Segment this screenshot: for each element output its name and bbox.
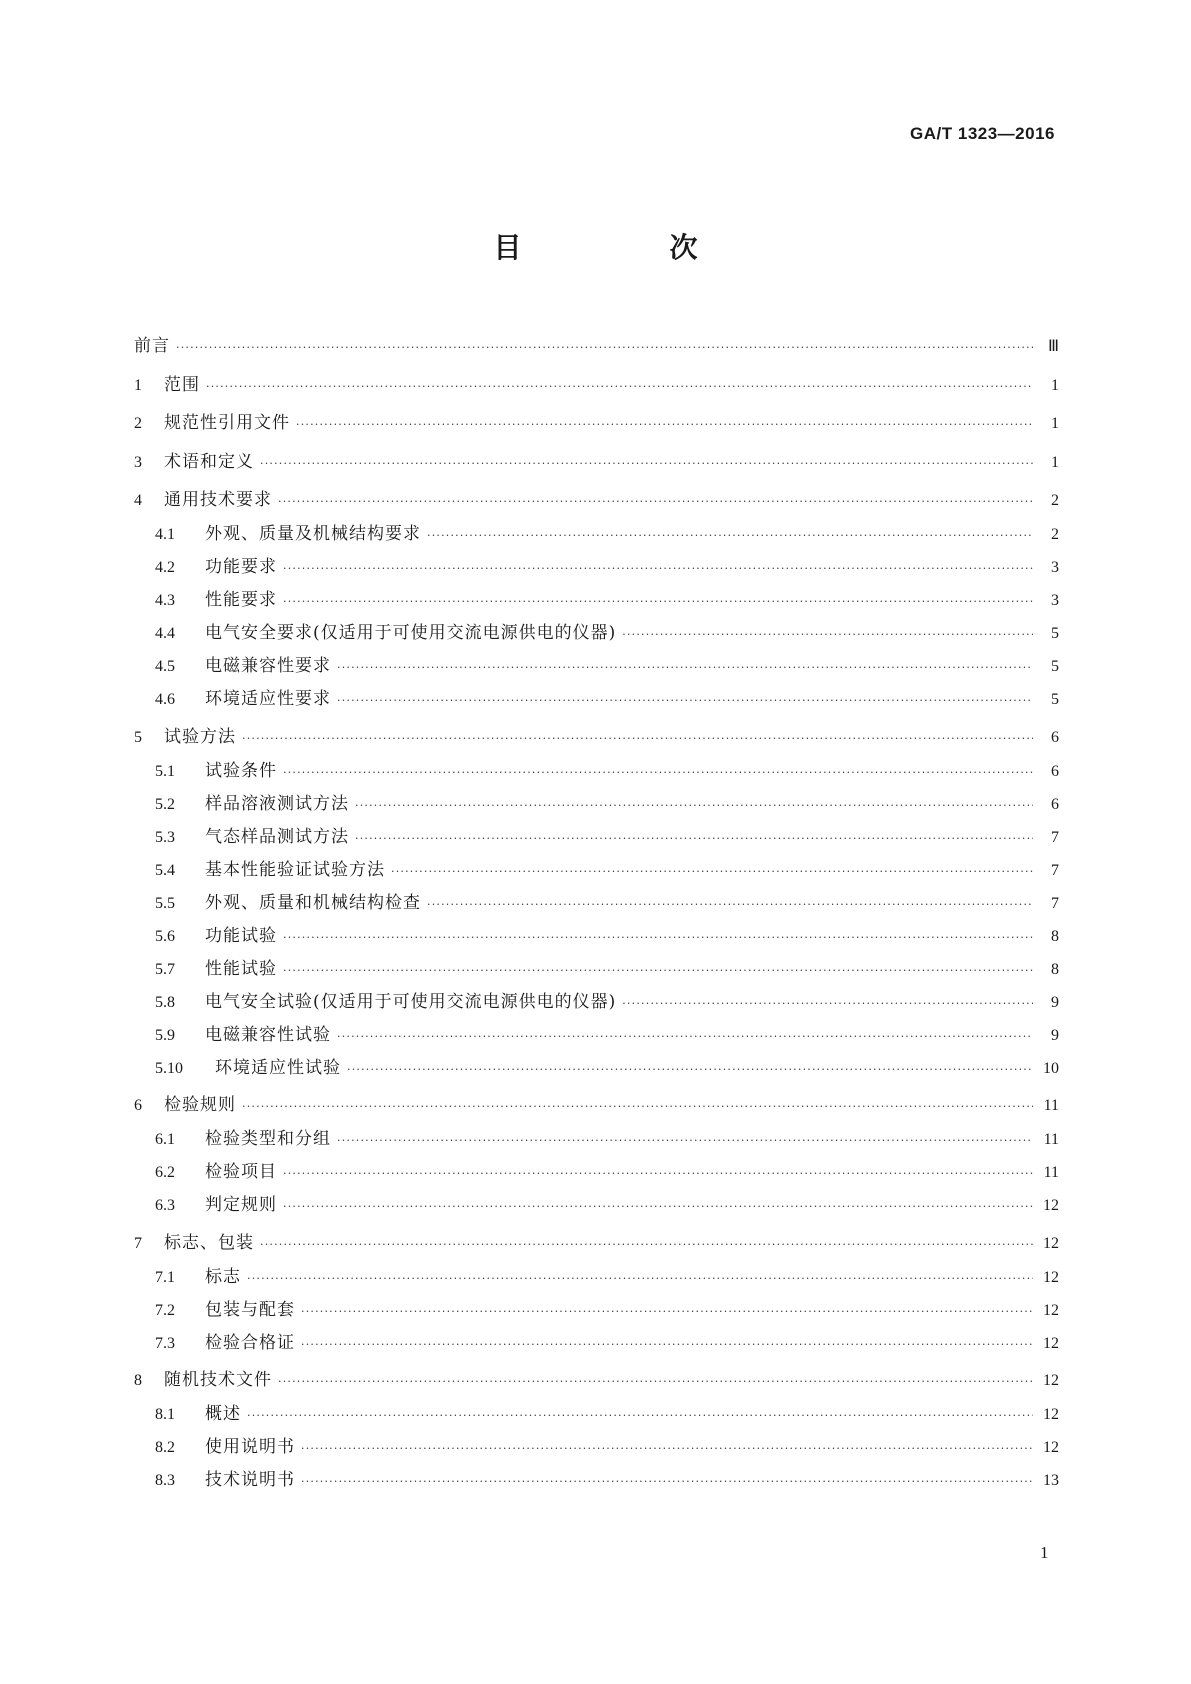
toc-entry-title: 规范性引用文件: [164, 413, 290, 433]
toc-entry-title: 检验项目: [205, 1162, 277, 1182]
toc-entry-title: 环境适应性试验: [215, 1057, 341, 1078]
page-number: 1: [1040, 1543, 1049, 1562]
toc-entry-title: 试验方法: [164, 726, 236, 747]
toc-entry-page: 8: [1051, 960, 1059, 978]
toc-entry-page: 10: [1043, 1059, 1059, 1077]
toc-entry-number: 5.3: [155, 828, 175, 846]
toc-entry-title: 试验条件: [205, 760, 277, 781]
toc-entry[interactable]: [134, 1053, 1059, 1086]
toc-entry-page: 9: [1051, 1026, 1059, 1044]
toc-entry-title: 标志: [205, 1266, 241, 1287]
toc-entry[interactable]: [134, 485, 1059, 519]
dot-leader: [247, 1409, 1033, 1422]
toc-entry-number: 4.4: [155, 625, 175, 642]
toc-entry-number: 5.2: [155, 795, 175, 813]
toc-entry-page: 9: [1051, 993, 1059, 1011]
toc-entry-number: 5.1: [155, 762, 175, 780]
toc-entry[interactable]: [134, 1465, 1059, 1498]
toc-entry-number: 5.4: [155, 861, 175, 879]
dot-leader: [337, 694, 1033, 707]
toc-entry-page: 11: [1043, 1097, 1059, 1114]
toc-entry-title: 电磁兼容性要求: [205, 656, 331, 676]
toc-entry-page: 5: [1051, 625, 1059, 642]
toc-entry-number: 5.6: [155, 927, 175, 945]
dot-leader: [427, 529, 1033, 542]
toc-entry-title: 基本性能验证试验方法: [205, 859, 385, 880]
toc-entry-page: 7: [1051, 861, 1059, 879]
dot-leader: [622, 997, 1033, 1010]
toc-entry-title: 功能试验: [205, 925, 277, 946]
toc-entry-number: 5.5: [155, 894, 175, 912]
toc-entry[interactable]: [134, 756, 1059, 789]
toc-entry-number: 5.10: [155, 1059, 183, 1077]
toc-entry-page: 12: [1043, 1372, 1059, 1389]
page-title: 目 次: [493, 231, 758, 264]
toc-entry-title: 前言: [134, 336, 170, 356]
standard-code: GA/T 1323—2016: [910, 124, 1055, 143]
toc-entry-number: 4.5: [155, 658, 175, 675]
toc-entry-page: 6: [1051, 728, 1059, 746]
toc-entry-title: 技术说明书: [205, 1470, 295, 1490]
dot-leader: [347, 1063, 1033, 1076]
toc-entry-title: 电磁兼容性试验: [205, 1024, 331, 1045]
dot-leader: [278, 495, 1033, 508]
toc-entry-number: 7.3: [155, 1334, 175, 1352]
toc-entry[interactable]: [134, 954, 1059, 987]
toc-entry-title: 检验规则: [164, 1095, 236, 1115]
toc-entry-number: 5.8: [155, 993, 175, 1011]
toc-entry-page: 8: [1051, 927, 1059, 945]
toc-entry-number: 1: [134, 376, 142, 394]
dot-leader: [260, 457, 1033, 470]
toc-entry-number: 4.6: [155, 691, 175, 708]
toc-entry-title: 性能试验: [205, 958, 277, 979]
toc-entry-number: 7.1: [155, 1268, 175, 1286]
toc-entry[interactable]: [134, 1124, 1059, 1157]
toc-entry-page: 13: [1043, 1472, 1059, 1489]
toc-entry-page: 12: [1043, 1439, 1059, 1456]
toc-entry[interactable]: [134, 1328, 1059, 1361]
dot-leader: [301, 1475, 1033, 1488]
toc-entry-number: 6.3: [155, 1197, 175, 1214]
toc-entry-title: 包装与配套: [205, 1299, 295, 1320]
toc-entry-title: 使用说明书: [205, 1437, 295, 1457]
dot-leader: [355, 832, 1033, 845]
toc-entry-title: 外观、质量及机械结构要求: [205, 524, 421, 544]
toc-entry[interactable]: [134, 1399, 1059, 1432]
toc-entry-number: 6.1: [155, 1131, 175, 1148]
dot-leader: [355, 799, 1033, 812]
toc-entry-title: 检验合格证: [205, 1332, 295, 1353]
toc-entry-page: 12: [1043, 1406, 1059, 1423]
toc-entry[interactable]: [134, 1090, 1059, 1124]
dot-leader: [283, 1167, 1033, 1180]
toc-entry[interactable]: [134, 331, 1059, 365]
toc-entry[interactable]: [134, 408, 1059, 442]
toc-entry[interactable]: [134, 1228, 1059, 1262]
toc-entry-title: 判定规则: [205, 1195, 277, 1215]
toc-entry-number: 4.2: [155, 559, 175, 576]
toc-entry-title: 性能要求: [205, 590, 277, 610]
toc-entry-title: 功能要求: [205, 557, 277, 577]
toc-entry-page: 1: [1051, 415, 1059, 432]
toc-entry-number: 4.1: [155, 526, 175, 543]
toc-entry-page: 7: [1051, 894, 1059, 912]
toc-entry[interactable]: [134, 921, 1059, 954]
dot-leader: [301, 1338, 1033, 1351]
toc-entry-number: 8.2: [155, 1439, 175, 1456]
toc-entry[interactable]: [134, 1190, 1059, 1223]
toc-entry-title: 检验类型和分组: [205, 1129, 331, 1149]
toc-entry-number: 7: [134, 1234, 142, 1252]
toc-entry-page: 7: [1051, 828, 1059, 846]
toc-entry-page: 1: [1051, 453, 1059, 471]
toc-entry-number: 7.2: [155, 1301, 175, 1319]
dot-leader: [337, 661, 1033, 674]
toc-entry[interactable]: [134, 1262, 1059, 1295]
toc-entry-page: 12: [1043, 1301, 1059, 1319]
toc-entry-title: 电气安全要求(仅适用于可使用交流电源供电的仪器): [205, 623, 617, 643]
dot-leader: [427, 898, 1033, 911]
dot-leader: [337, 1030, 1033, 1043]
toc-entry-page: 2: [1051, 526, 1059, 543]
toc-entry[interactable]: [134, 855, 1059, 888]
toc-entry-page: 2: [1051, 492, 1059, 509]
dot-leader: [283, 766, 1033, 779]
dot-leader: [301, 1305, 1033, 1318]
toc-entry-page: 6: [1051, 762, 1059, 780]
toc-entry-page: 6: [1051, 795, 1059, 813]
dot-leader: [242, 1100, 1033, 1113]
toc-entry-page: 3: [1051, 592, 1059, 609]
toc-entry-page: 12: [1043, 1334, 1059, 1352]
toc-entry[interactable]: [134, 1432, 1059, 1465]
toc-entry-page: 5: [1051, 691, 1059, 708]
toc-entry-page: 11: [1043, 1164, 1059, 1181]
toc-entry-title: 随机技术文件: [164, 1370, 272, 1390]
dot-leader: [247, 1272, 1033, 1285]
toc-entry-number: 2: [134, 415, 142, 432]
toc-entry-number: 3: [134, 453, 142, 471]
dot-leader: [242, 732, 1033, 745]
dot-leader: [206, 380, 1033, 393]
dot-leader: [283, 931, 1033, 944]
toc-entry-page: 12: [1043, 1197, 1059, 1214]
toc-entry[interactable]: [134, 1295, 1059, 1328]
toc-entry-title: 电气安全试验(仅适用于可使用交流电源供电的仪器): [205, 991, 617, 1012]
toc-entry-title: 外观、质量和机械结构检查: [205, 892, 421, 913]
dot-leader: [301, 1442, 1033, 1455]
toc-entry-page: 1: [1051, 376, 1059, 394]
toc-entry[interactable]: [134, 722, 1059, 756]
toc-entry-page: 5: [1051, 658, 1059, 675]
toc-entry[interactable]: [134, 552, 1059, 585]
toc-entry-page: Ⅲ: [1047, 338, 1059, 355]
toc-entry[interactable]: [134, 822, 1059, 855]
dot-leader: [391, 865, 1033, 878]
toc-entry[interactable]: [134, 1157, 1059, 1190]
toc-entry-number: 4.3: [155, 592, 175, 609]
toc-entry[interactable]: [134, 519, 1059, 552]
toc-entry-title: 样品溶液测试方法: [205, 793, 349, 814]
dot-leader: [283, 595, 1033, 608]
toc-entry[interactable]: [134, 1365, 1059, 1399]
toc-entry-title: 环境适应性要求: [205, 689, 331, 709]
toc-entry[interactable]: [134, 1020, 1059, 1053]
dot-leader: [283, 562, 1033, 575]
toc-entry-title: 范围: [164, 374, 200, 395]
toc-entry-page: 12: [1043, 1268, 1059, 1286]
dot-leader: [278, 1375, 1033, 1388]
dot-leader: [296, 418, 1033, 431]
toc-entry[interactable]: [134, 585, 1059, 618]
dot-leader: [622, 628, 1033, 641]
toc-entry[interactable]: [134, 684, 1059, 717]
toc-entry[interactable]: [134, 789, 1059, 822]
toc-entry-number: 6.2: [155, 1164, 175, 1181]
toc-entry[interactable]: [134, 370, 1059, 404]
toc-entry-page: 12: [1043, 1234, 1059, 1252]
toc-entry-page: 11: [1043, 1131, 1059, 1148]
toc-entry[interactable]: [134, 618, 1059, 651]
toc-entry-number: 4: [134, 492, 142, 509]
toc-entry-number: 8.1: [155, 1406, 175, 1423]
table-of-contents: [134, 331, 1059, 1498]
toc-entry-number: 5.9: [155, 1026, 175, 1044]
dot-leader: [176, 341, 1033, 354]
dot-leader: [260, 1238, 1033, 1251]
toc-entry[interactable]: [134, 987, 1059, 1020]
toc-entry[interactable]: [134, 888, 1059, 921]
toc-entry[interactable]: [134, 447, 1059, 481]
toc-entry-number: 8: [134, 1372, 142, 1389]
toc-entry-number: 8.3: [155, 1472, 175, 1489]
toc-entry-number: 5: [134, 728, 142, 746]
toc-entry[interactable]: [134, 651, 1059, 684]
toc-entry-page: 3: [1051, 559, 1059, 576]
toc-entry-number: 6: [134, 1097, 142, 1114]
toc-entry-title: 概述: [205, 1404, 241, 1424]
toc-entry-number: 5.7: [155, 960, 175, 978]
toc-entry-title: 气态样品测试方法: [205, 826, 349, 847]
dot-leader: [283, 964, 1033, 977]
dot-leader: [283, 1200, 1033, 1213]
dot-leader: [337, 1134, 1033, 1147]
toc-entry-title: 通用技术要求: [164, 490, 272, 510]
toc-entry-title: 术语和定义: [164, 451, 254, 472]
toc-entry-title: 标志、包装: [164, 1232, 254, 1253]
